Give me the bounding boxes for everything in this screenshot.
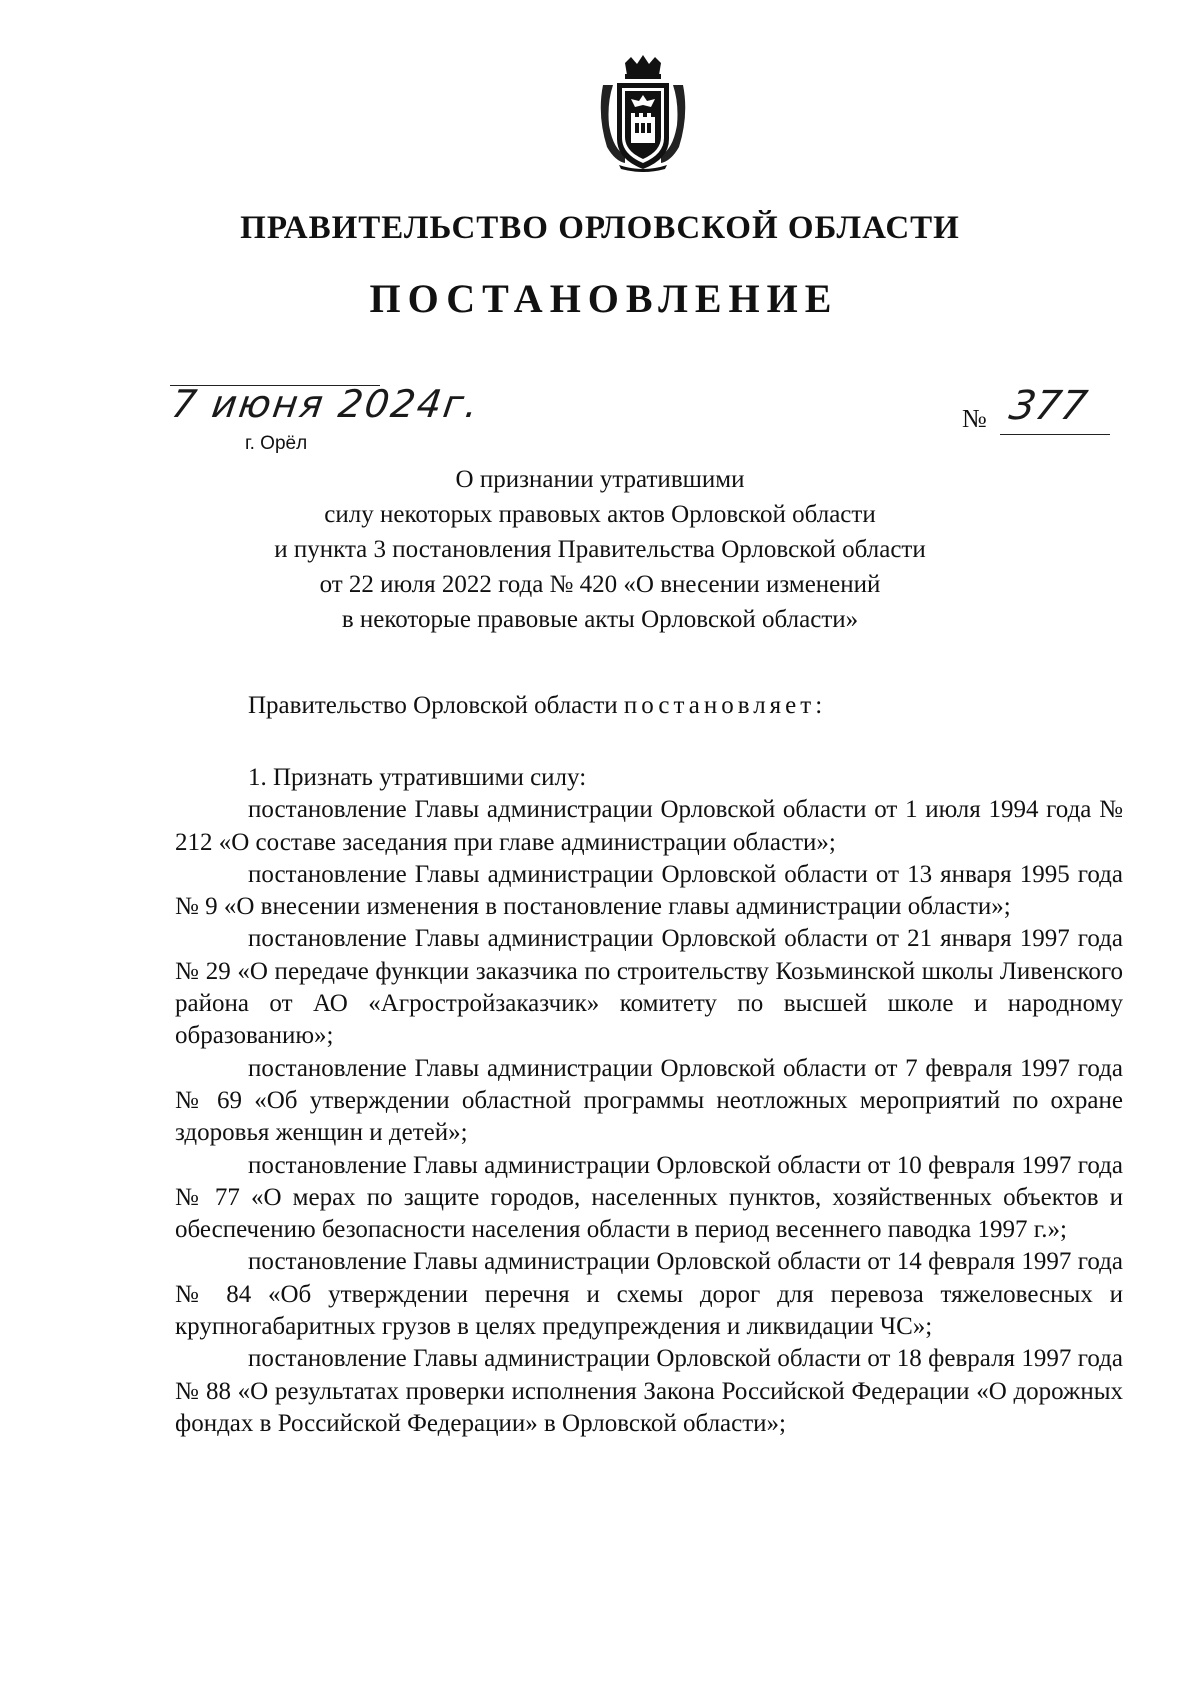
body-paragraph: постановление Главы администрации Орловской области от 7 февраля 1997 года № 69 «Об утверждении областной программы неотложных мероприятий по охране здоровья женщин и детей»;	[175, 1054, 1123, 1147]
body-paragraph: постановление Главы администрации Орловской области от 18 февраля 1997 года № 88 «О результатах проверки исполнения Закона Российской Федерации «О дорожных фондах в Российской Федерации» в Орловской области»;	[175, 1345, 1123, 1437]
subject-line: силу некоторых правовых актов Орловской области	[324, 501, 876, 528]
handwritten-date: 7 июня 2024г.	[168, 382, 483, 426]
body-paragraph: 1. Признать утратившими силу:	[248, 764, 587, 791]
preamble-verb: постановляет:	[623, 692, 827, 719]
document-type-heading: ПОСТАНОВЛЕНИЕ	[369, 276, 839, 321]
body-paragraph: постановление Главы администрации Орловской области от 21 января 1997 года № 29 «О передаче функции заказчика по строительству Козьминской школы Ливенского района от АО «Агростройзаказчик» комитету по высшей школе и народному образованию»;	[175, 925, 1123, 1050]
body-paragraph: постановление Главы администрации Орловской области от 1 июля 1994 года № 212 «О составе заседания при главе администрации области»;	[175, 796, 1123, 856]
document-subject	[0, 462, 1200, 637]
document-body	[175, 762, 1123, 1440]
organization-title: ПРАВИТЕЛЬСТВО ОРЛОВСКОЙ ОБЛАСТИ	[240, 210, 960, 246]
body-paragraph: постановление Главы администрации Орловской области от 14 февраля 1997 года № 84 «Об утверждении перечня и схемы дорог для перевоза тяжеловесных и крупногабаритных грузов в целях предупреждения и ликвидации ЧС»;	[175, 1248, 1123, 1341]
orel-oblast-coat-of-arms-icon	[595, 55, 691, 173]
city-label: г. Орёл	[245, 433, 308, 454]
subject-line: от 22 июля 2022 года № 420 «О внесении изменений	[319, 571, 881, 598]
preamble-prefix: Правительство Орловской области	[248, 692, 624, 719]
subject-line: в некоторые правовые акты Орловской области»	[341, 606, 859, 633]
preamble	[248, 692, 826, 720]
subject-line: О признании утратившими	[455, 466, 745, 493]
number-underline	[1000, 434, 1110, 435]
body-paragraph: постановление Главы администрации Орловской области от 10 февраля 1997 года № 77 «О мерах по защите городов, населенных пунктов, хозяйственных объектов и обеспечению безопасности населения области в период весеннего паводка 1997 г.»;	[175, 1151, 1123, 1244]
handwritten-number: 377	[1005, 383, 1091, 429]
subject-line: и пункта 3 постановления Правительства Орловской области	[274, 536, 926, 563]
body-paragraph: постановление Главы администрации Орловской области от 13 января 1995 года № 9 «О внесении изменения в постановление главы администрации области»;	[175, 860, 1123, 921]
number-sign: №	[962, 404, 987, 433]
